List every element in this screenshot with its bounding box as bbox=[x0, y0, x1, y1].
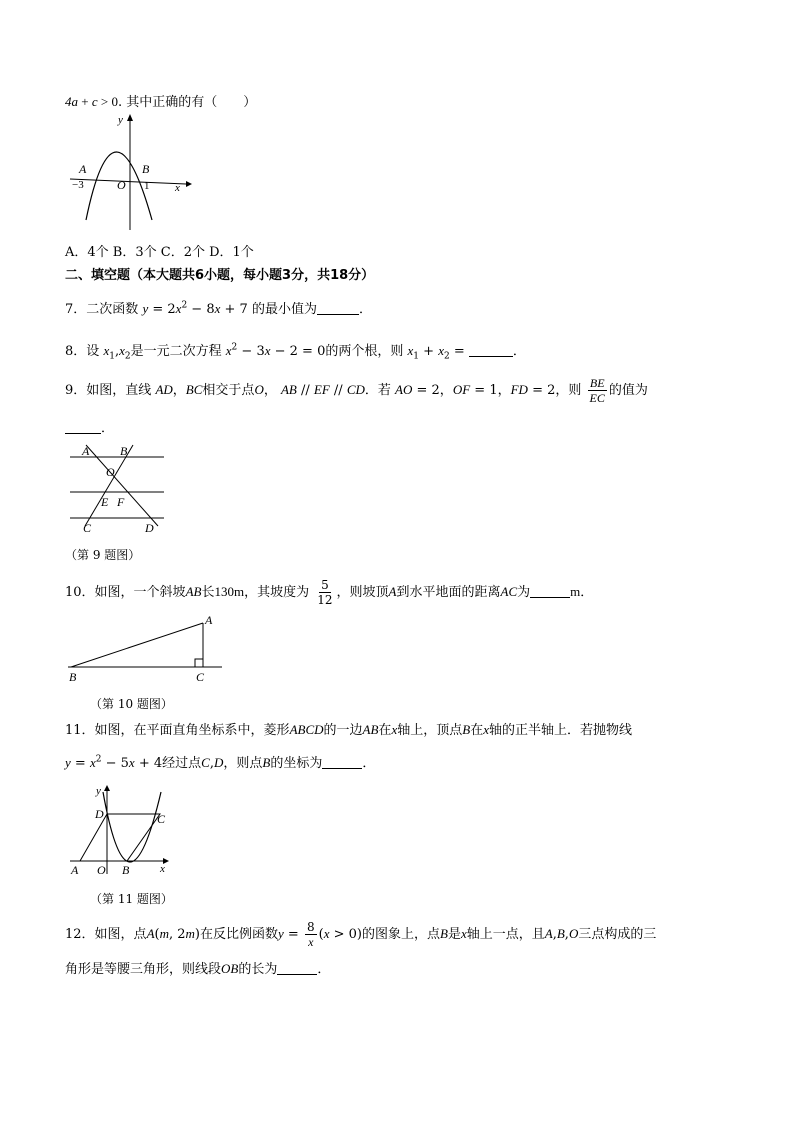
question-10: 10．如图，一个斜坡AB长130m，其坡度为 $\frac{5}{12}$ ，则坡顶A到水平地面的距离AC为 m． bbox=[65, 578, 594, 607]
svg-text:E: E bbox=[101, 495, 109, 509]
q9-figure bbox=[66, 440, 176, 536]
question-9-line2: ． bbox=[65, 417, 114, 436]
question-12-line2: 角形是等腰三角形，则线段OB的长为 ． bbox=[65, 961, 331, 977]
label-y: y bbox=[118, 114, 123, 126]
slope-AB bbox=[71, 623, 203, 667]
svg-text:O: O bbox=[106, 465, 115, 479]
right-angle-mark bbox=[195, 659, 203, 667]
label-one: 1 bbox=[144, 180, 150, 192]
label-B: B bbox=[142, 162, 150, 176]
y-axis-arrow bbox=[127, 114, 133, 121]
svg-text:A: A bbox=[205, 613, 213, 627]
svg-text:x: x bbox=[160, 863, 165, 875]
svg-text:D: D bbox=[145, 521, 154, 535]
q6-parabola-graph bbox=[68, 112, 198, 234]
q6-tail-text: . 其中正确的有（ ） bbox=[117, 95, 257, 110]
q10-caption: （第 10 题图） bbox=[90, 697, 173, 711]
slope-fraction: $\frac{5}{12}$ bbox=[317, 578, 333, 607]
q9-caption: （第 9 题图） bbox=[65, 548, 141, 562]
parabola-curve bbox=[103, 792, 161, 862]
q11-figure bbox=[66, 782, 176, 878]
x-axis-arrow bbox=[186, 181, 192, 187]
question-12: 12．如图，点A(m, 2m)在反比例函数y = $\frac{8}{x}$ (x > 0)的图象上，点B是x轴上一点，且A,B,O三点构成的三 bbox=[65, 920, 657, 949]
svg-text:y: y bbox=[96, 785, 101, 797]
svg-text:B: B bbox=[69, 670, 77, 684]
label-x: x bbox=[175, 182, 180, 194]
answer-blank[interactable] bbox=[469, 344, 513, 357]
section-heading: 二、填空题（本大题共6小题，每小题3分，共18分） bbox=[65, 268, 375, 283]
question-8: 8．设 $x_1,x_2$是一元二次方程 $x^2 - 3x - 2 = 0$的两个根，则 $x_1 + x_2$ = ． bbox=[65, 342, 526, 362]
q6-tail-line: 4a + c > 0. 其中正确的有（ ） bbox=[65, 94, 257, 110]
svg-text:B: B bbox=[122, 863, 130, 877]
svg-text:B: B bbox=[120, 444, 128, 458]
label-neg3: −3 bbox=[72, 179, 84, 191]
svg-text:O: O bbox=[97, 863, 106, 877]
question-9: 9．如图，直线 AD，BC相交于点O， AB // EF // CD．若 AO = 2，OF = 1，FD = 2，则 $\frac{BE}{EC}$ 的值为 bbox=[65, 376, 648, 405]
fraction-be-ec: $\frac{BE}{EC}$ bbox=[589, 376, 605, 405]
answer-blank[interactable] bbox=[65, 421, 101, 434]
svg-text:C: C bbox=[83, 521, 92, 535]
fraction-8-over-x: $\frac{8}{x}$ bbox=[306, 920, 315, 949]
q11-caption: （第 11 题图） bbox=[90, 892, 173, 906]
svg-text:A: A bbox=[71, 863, 79, 877]
svg-text:D: D bbox=[95, 807, 104, 821]
x-axis bbox=[70, 179, 186, 184]
svg-text:C: C bbox=[157, 812, 166, 826]
svg-text:A: A bbox=[82, 444, 90, 458]
answer-blank[interactable] bbox=[277, 962, 317, 975]
label-A: A bbox=[79, 162, 87, 176]
label-O: O bbox=[117, 178, 126, 192]
answer-blank[interactable] bbox=[530, 585, 570, 598]
answer-blank[interactable] bbox=[317, 302, 359, 315]
question-7: 7．二次函数 $y = 2x^2 - 8x + 7$ 的最小值为 ． bbox=[65, 300, 372, 317]
svg-text:F: F bbox=[117, 495, 125, 509]
answer-blank[interactable] bbox=[322, 756, 362, 769]
y-axis-arrow bbox=[104, 785, 110, 791]
q10-figure bbox=[66, 610, 226, 686]
q6-options: A．4个 B．3个 C．2个 D．1个 bbox=[65, 245, 254, 260]
svg-text:C: C bbox=[196, 670, 205, 684]
question-11-line2: $y = x^2 - 5x + 4$经过点C,D，则点B的坐标为 ． bbox=[65, 754, 376, 771]
question-11: 11．如图，在平面直角坐标系中，菱形ABCD的一边AB在x轴上，顶点B在x轴的正半轴上．若抛物线 bbox=[65, 722, 632, 738]
